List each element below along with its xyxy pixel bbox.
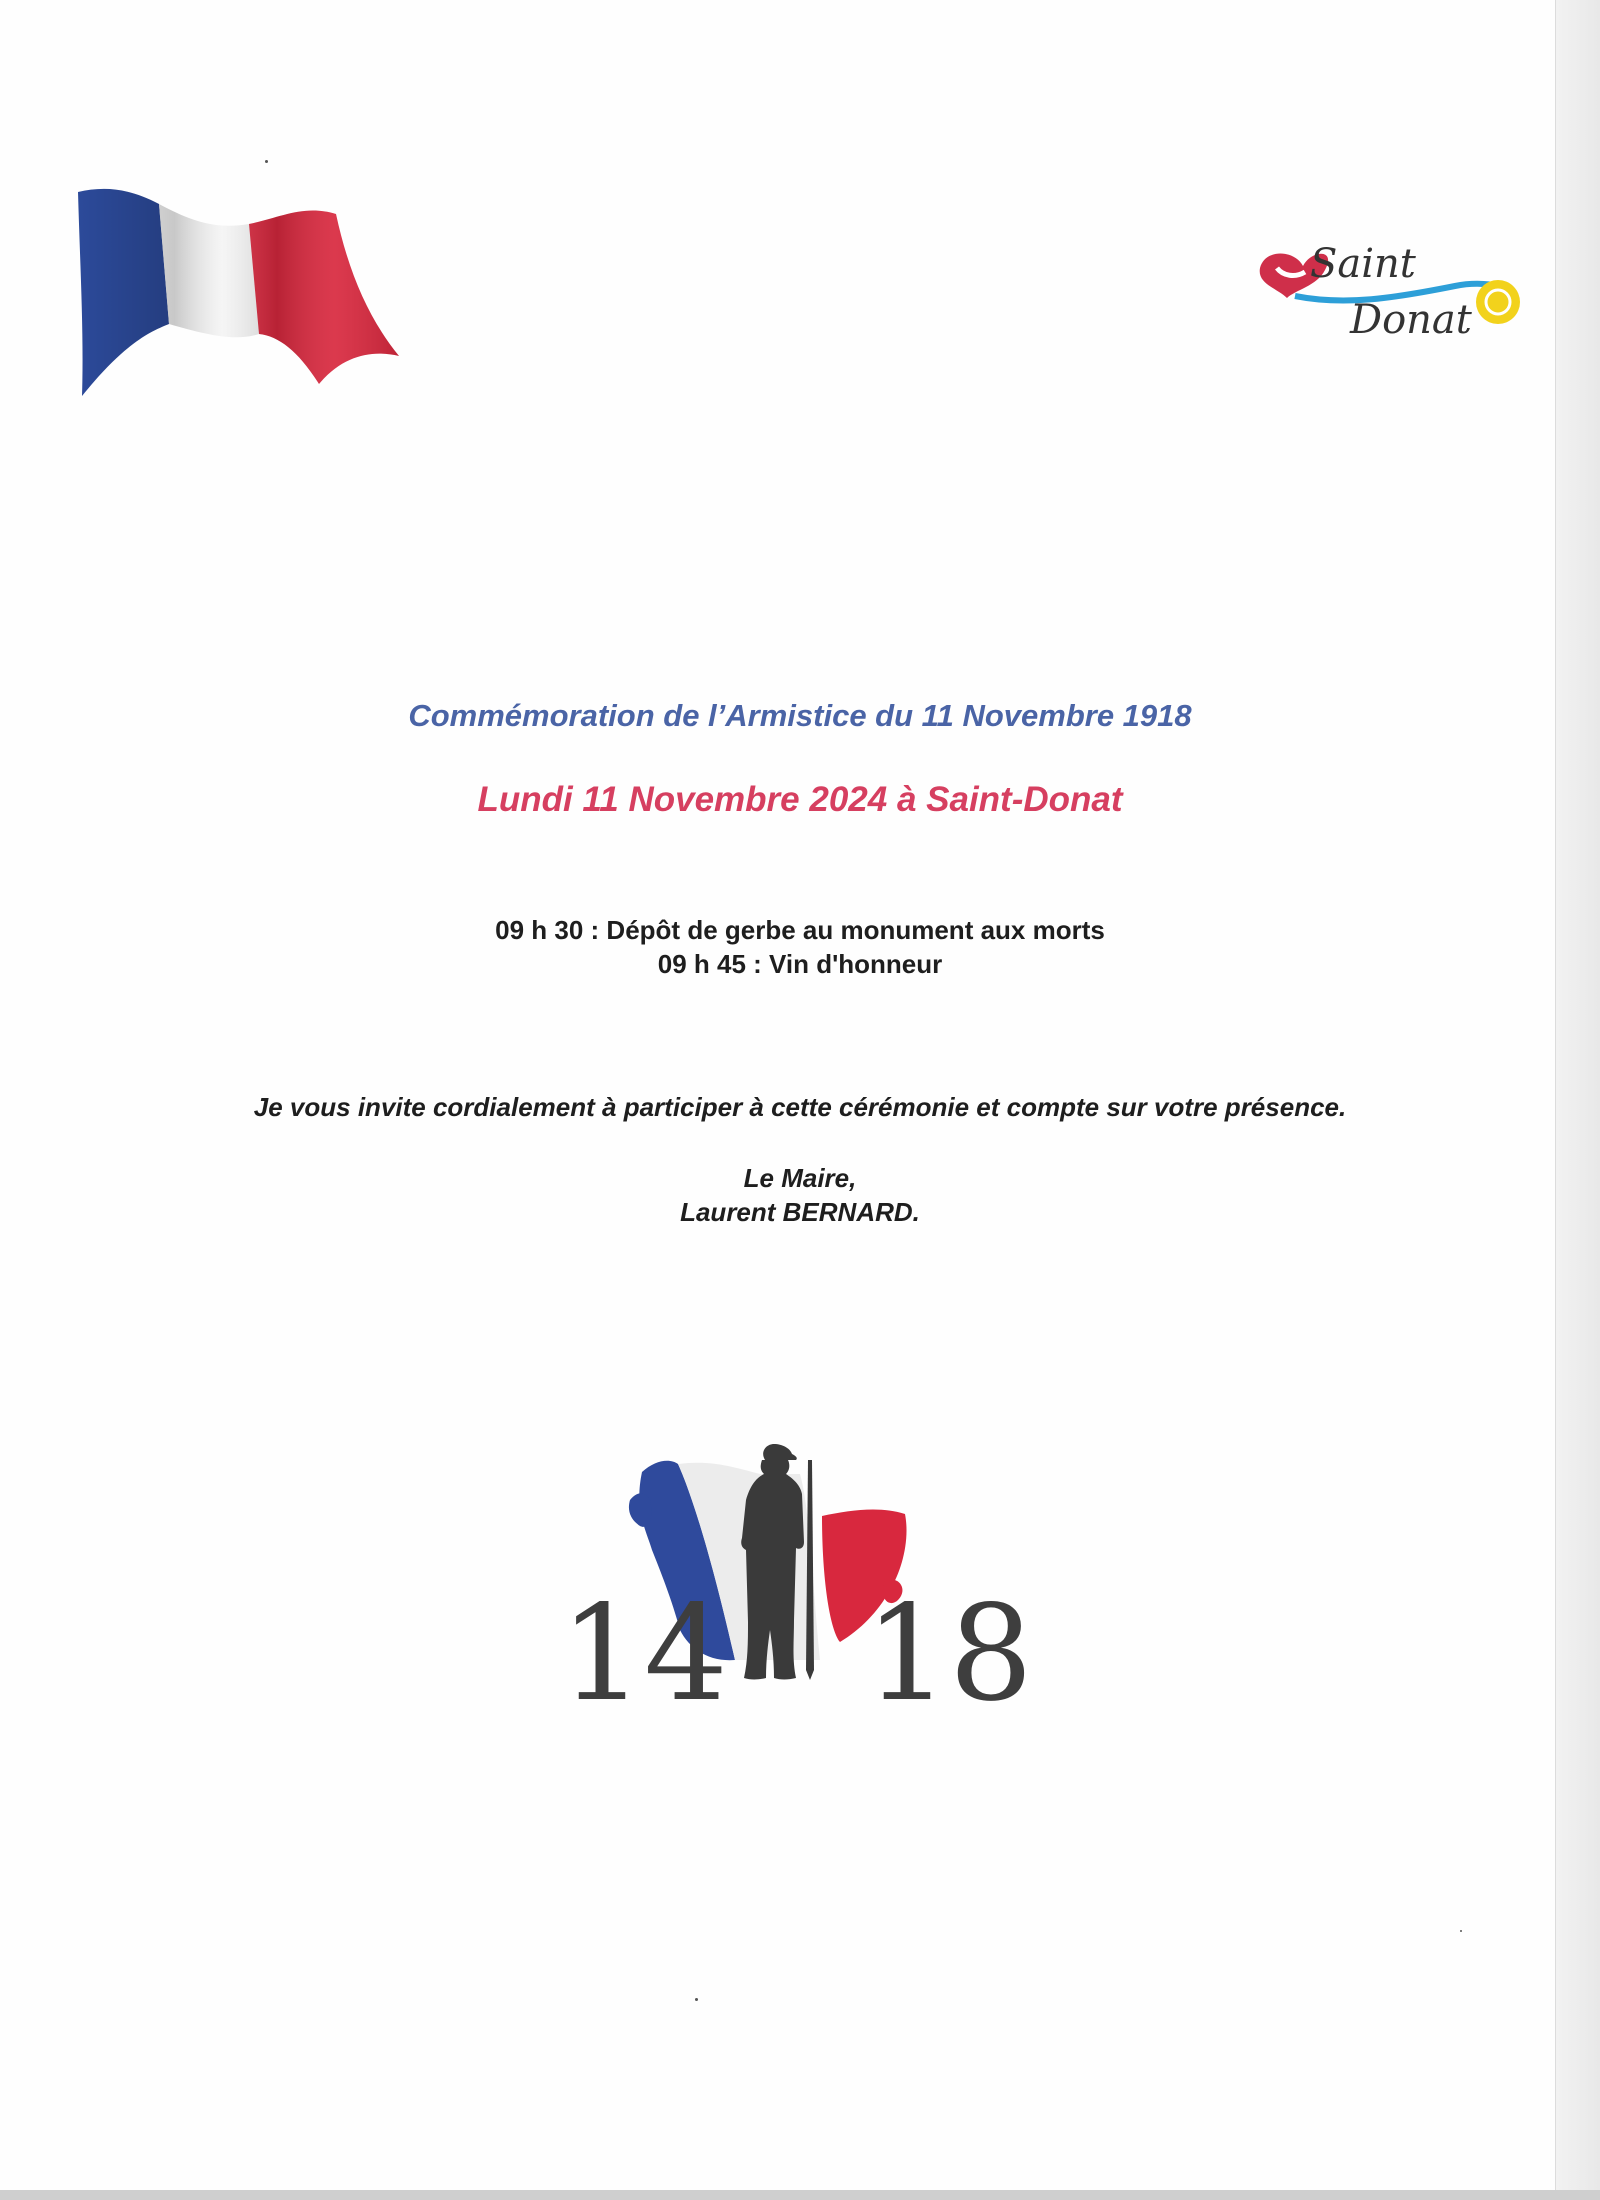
signature-block — [0, 1162, 1600, 1230]
invitation-text: Je vous invite cordialement à participer à cette cérémonie et compte sur votre présence. — [253, 1092, 1347, 1122]
logo-word-donat: Donat — [1350, 297, 1472, 343]
saint-donat-logo — [1255, 238, 1535, 363]
commemoration-title: Commémoration de l’Armistice du 11 Novembre 1918 — [408, 698, 1192, 733]
schedule-item: 09 h 30 : Dépôt de gerbe au monument aux morts — [495, 915, 1105, 945]
french-flag-icon — [74, 184, 404, 399]
signature-name: Laurent BERNARD. — [680, 1196, 920, 1227]
event-date-place: Lundi 11 Novembre 2024 à Saint-Donat — [477, 780, 1123, 819]
logo-word-saint: Saint — [1310, 241, 1416, 287]
scan-speck — [695, 1998, 698, 2001]
scan-speck — [1460, 1930, 1462, 1932]
emblem-14-18 — [560, 1430, 1033, 1731]
scan-edge-bottom — [0, 2190, 1600, 2200]
schedule-item: 09 h 45 : Vin d'honneur — [657, 948, 943, 979]
year-end-18: 18 — [865, 1577, 1033, 1731]
scan-speck — [265, 160, 268, 163]
signature-title: Le Maire, — [743, 1163, 857, 1193]
year-start-14: 14 — [560, 1577, 728, 1731]
schedule — [0, 914, 1600, 982]
